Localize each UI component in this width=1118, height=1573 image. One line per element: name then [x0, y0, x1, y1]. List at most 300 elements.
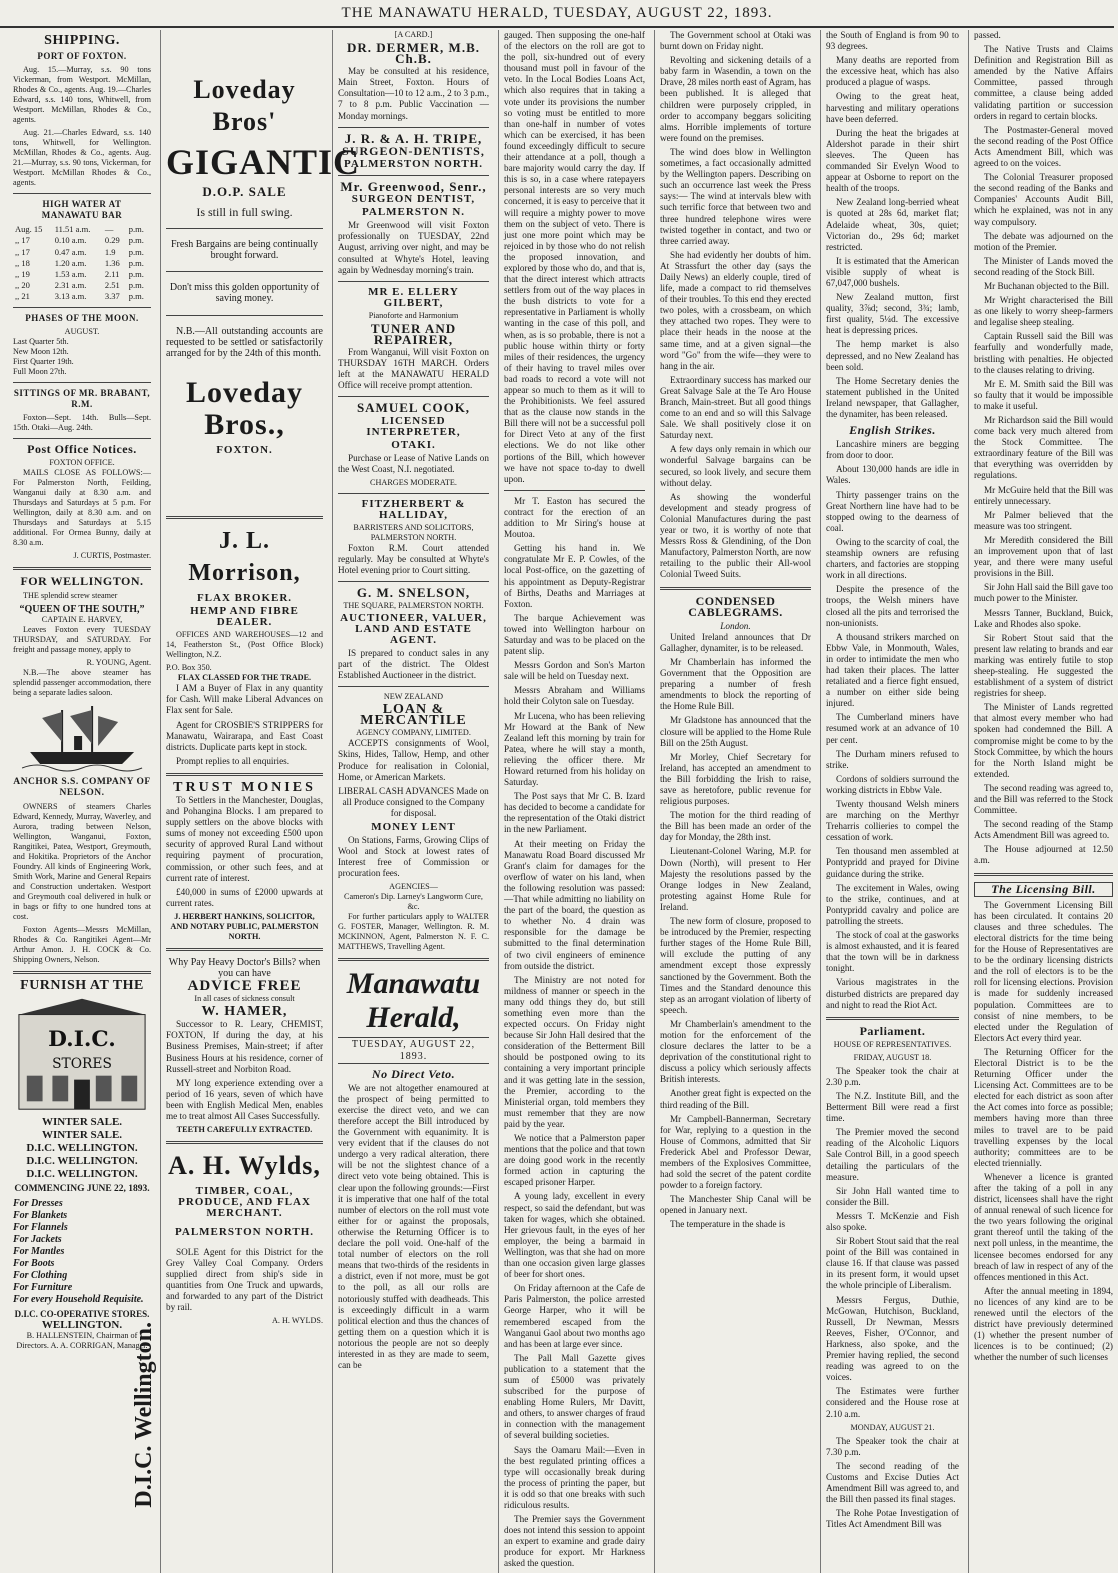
dic-commencing: COMMENCING JUNE 22, 1893.: [14, 1183, 150, 1194]
parliament-item: The debate was adjourned on the motion of the Premier.: [974, 230, 1113, 252]
agencies-heading: AGENCIES—: [389, 882, 438, 892]
tide-cell: 11.51 a.m.: [54, 224, 91, 235]
parliament-item: The Speaker took the chair at 2.30 p.m.: [826, 1065, 959, 1087]
dic-items: [13, 1198, 151, 1306]
post-office-sub: FOXTON OFFICE.: [49, 458, 115, 468]
local-item: The Ministry are not noted for mildness of manner or speech in the many odd things they do, but still something even more than the expected occurs. On Friday night because Sir John Hall desired that the consideration of the Betterment Bill should be postponed owing to its containing a very important principle and it was getting late in the session, the Premier, according to the Ministerial organ, told members they must remember that they are now paid by the year.: [504, 974, 645, 1129]
dic-stores-building-icon: [13, 994, 151, 1114]
parliament-item: Sir John Hall said the Bill gave too much power to the Minister.: [974, 582, 1113, 604]
loan-cash: LIBERAL CASH ADVANCES Made on all Produce consigned to the Company for disposal.: [338, 785, 489, 818]
wylds-place: PALMERSTON NORTH.: [174, 1226, 315, 1239]
parliament-item: Mr McGuire held that the Bill was entirely unnecessary.: [974, 484, 1113, 506]
divider: [166, 773, 323, 776]
hamer-name: W. HAMER,: [201, 1004, 288, 1020]
sittings-heading: SITTINGS OF MR. BRABANT, R.M.: [13, 388, 151, 410]
dic-item: For Boots: [13, 1257, 55, 1269]
wellington-heading: FOR WELLINGTON.: [20, 574, 144, 589]
moon-phases: [13, 337, 151, 377]
shipping-heading: SHIPPING.: [44, 33, 120, 48]
money-lent: MONEY LENT: [371, 820, 456, 833]
hamer-cases: In all cases of sickness consult: [194, 994, 295, 1004]
morrison-reply: Prompt replies to all enquiries.: [176, 755, 290, 766]
tide-cell: 2.51: [104, 279, 120, 290]
cablegrams-city: London.: [720, 620, 751, 631]
news-item: As showing the wonderful development and steady progress of Colonial Manufactures during the past year or two, it is worthy of note that Messrs Ross & Glendining, of the Don Manufactory, Palmerston North, are now retailing to the public their All-wool Colonial Tweed Suits.: [660, 491, 811, 580]
divider: [826, 1017, 959, 1020]
masthead: THE MANAWATU HERALD, TUESDAY, AUGUST 22, 1893.: [0, 0, 1114, 28]
divider: [166, 1141, 323, 1144]
morrison-name: J. L. Morrison,: [188, 527, 301, 586]
dic-name: D.I.C. CO-OPERATIVE STORES.: [14, 1308, 150, 1319]
licensing-item: The Government Licensing Bill has been circulated. It contains 20 clauses and three schedules. The electoral districts for the time being for the House of Representatives are to be the ordinary licensing districts and the roll of electors is to be the roll for licensing elections. Provision is made for suddenly increased population. Committees are to consist of nine members, to be elected under the Regulation of Electors Act every third year.: [974, 899, 1113, 1043]
tide-row: [13, 280, 151, 291]
tide-cell: 1.9: [104, 246, 116, 257]
loveday-sale: D.O.P. SALE: [202, 184, 287, 199]
parliament-item: The Native Trusts and Claims Definition and Registration Bill as amended by the Native Affairs Committee, passed through committee, a clause being added validating partition or succession orders in regard to certain blocks.: [974, 44, 1113, 121]
dic-sale-line: D.I.C. WELLINGTON.: [26, 1167, 138, 1180]
queen-name: “QUEEN OF THE SOUTH,”: [19, 603, 145, 615]
parliament-item: Messrs Tanner, Buckland, Buick, Lake and Rhodes also spoke.: [974, 607, 1113, 629]
tripe-sub: SURGEON-DENTISTS,: [342, 143, 485, 158]
gilbert-body: From Wanganui, Will visit Foxton on THURSDAY 16TH MARCH. Orders left at the MANAWATU HERALD Office will receive prompt attention.: [338, 347, 489, 391]
parliament-item: Messrs Fergus, Duthie, McGowan, Hutchison, Buckland, Russell, Dr Newman, Messrs Reeves, Fisher, O'Connor, and Harkness, also spoke, and the Premier having replied, the second reading was agreed to on the voices.: [826, 1294, 959, 1383]
dic-sign: B. HALLENSTEIN, Chairman of Directors. A. A. CORRIGAN, Manager.: [16, 1331, 148, 1351]
cable-item: During the heat the brigades at Aldershot parade in their shirt sleeves. The Queen has commanded Sir Evelyn Wood to appear at Osborne to report on the health of the troops.: [826, 127, 959, 194]
licensing-item: The Returning Officer for the Electoral District is to be the Returning Officer under the Licensing Act. Committees are to be elected for each district as soon after the Act comes into force as possible; members having more than three miles to travel are to be paid travelling expenses by the local authority; committees are to be elected triennially.: [974, 1046, 1113, 1168]
parliament-item: Sir Robert Stout said that the real point of the Bill was contained in clause 16. If that clause was passed in its present form, it would upset the whole principle of Liberalism.: [826, 1236, 959, 1291]
greenwood-place: PALMERSTON N.: [361, 206, 466, 219]
divider: [166, 315, 323, 316]
loan-sub: AGENCY COMPANY, LIMITED.: [356, 728, 471, 738]
tide-row: [13, 235, 151, 246]
loveday-bargains: Fresh Bargains are being continually brought forward.: [170, 239, 318, 262]
tide-cell: p.m.: [128, 279, 144, 290]
parliament-item: The Postmaster-General moved the second reading of the Post Office Acts Amendment Bill, which was agreed to on the voices.: [974, 124, 1113, 169]
tide-row: [13, 258, 151, 269]
hamer-experience: MY long experience extending over a period of 16 years, seven of which have been with English Medical Men, enables me to treat almost All Cases Successfully.: [166, 1077, 323, 1122]
postmaster-sign: J. CURTIS, Postmaster.: [73, 551, 151, 561]
strike-item: Twenty thousand Welsh miners are marching on the Merthyr Treharris collieries to compel the cessation of work.: [826, 799, 959, 843]
tide-cell: —: [104, 224, 114, 235]
strike-item: Ten thousand men assembled at Pontypridd and prayed for Divine guidance during the strike.: [826, 846, 959, 879]
parliament-item: The Rohe Potae Investigation of Titles Act Amendment Bill was: [826, 1508, 959, 1530]
editorial-continued: gauged. Then supposing the one-half of the electors on the roll are got to the poll, six-hundred out of every thousand must poll in favour of the veto. In the Local Bodies Loans Act, which also requires that in taking a vote under its provisions the number so voting must be entitled to more than one-half in number of votes which can be exercised, it has been found exceedingly difficult to secure their attendance at a poll, though a bare majority would carry the day. If this is so, in a case where ratepayers personal interests are so very much concerned, it is easy to perceive that it will require a mighty power to move them on the subject of veto. There is just one more point which may be rejoiced in by those who do not relish the proposed innovation, and explored by those who do, and that is, that the direct interest which attracts settlers from out of the way places in the bush districts to vote for a representative in Parliament is wholly wanting in the case of this poll, and when, as is so probable, there is not a public house within thirty or forty miles of their residences, the urgency of their having to travel miles over bad roads to record a vote will not appear so much to them as it will to the Prohibitionists. We feel assured that as the clause now stands in the Bill there will not be a successful poll for Direct Veto at any of the first elections. We do not like other portions of the Bill, which however we have not space to-day to dwell upon.: [504, 30, 645, 484]
dic-sale-line: D.I.C. WELLINGTON.: [26, 1141, 138, 1154]
divider: [166, 948, 323, 951]
licensing-item: After the annual meeting in 1894, no licences of any kind are to be renewed until the electors of the district have previously determined (1) whether the present number of licences is to be continued; (2) whether the number of such licenses: [974, 1285, 1113, 1363]
cable-item: Mr Campbell-Bannerman, Secretary for War, replying to a question in the House of Commons, admitted that Sir Frederick Abel and Professor Dewar, members of the Explosives Committee, had sold the secret of the patent cordite powder to a foreign factory.: [660, 1113, 811, 1191]
dic-item: For Furniture: [13, 1281, 73, 1293]
parliament-item: The second reading of the Customs and Excise Duties Act Amendment Bill was agreed to, and the Bill then passed its final stages.: [826, 1460, 959, 1505]
greenwood-body: Mr Greenwood will visit Foxton professionally on TUESDAY, 22nd August, arriving over night, and may be consulted at Whyte's Hotel, leaving again by Wednesday morning's train.: [338, 220, 489, 275]
nz-label: NEW ZEALAND: [383, 692, 444, 702]
morrison-address: OFFICES AND WAREHOUSES—12 and 14, Featherston St., (Post Office Block) Wellington, N.Z.: [166, 630, 323, 660]
divider: [338, 175, 489, 176]
cook-body: Purchase or Lease of Native Lands on the West Coast, N.I. negotiated.: [338, 452, 489, 474]
strike-item: Various magistrates in the disturbed districts are prepared day and night to read the Riot Act.: [826, 977, 959, 1010]
tripe-place: PALMERSTON NORTH.: [343, 157, 484, 170]
divider: [13, 567, 151, 570]
tripe-name: J. R. & A. H. TRIPE,: [344, 130, 483, 146]
moon-month: AUGUST.: [64, 327, 100, 337]
fitz-name: FITZHERBERT & HALLIDAY,: [361, 498, 466, 522]
divider: [338, 281, 489, 282]
news-item: Extraordinary success has marked our Great Salvage Sale at the Te Aro House Branch, Main-street. But all good things come to an end and so will this Salvage Sale. We shall positively close it on Saturday next.: [660, 374, 811, 441]
parliament-item: Mr E. M. Smith said the Bill was so faulty that it would be impossible to make it useful.: [974, 378, 1113, 411]
divider: [338, 958, 489, 961]
divider: [13, 382, 151, 383]
parliament-item: The Speaker took the chair at 7.30 p.m.: [826, 1435, 959, 1457]
moon-phase: Last Quarter 5th.: [13, 337, 69, 347]
strikes-heading: English Strikes.: [849, 423, 936, 438]
cable-item: Mr Morley, Chief Secretary for Ireland, has accepted an amendment to the Bill forbidding the Irish to raise, save as heretofore, public revenue for religious purposes.: [660, 751, 811, 807]
steamship-icon: [20, 702, 144, 772]
morrison-sub2: HEMP AND FIBRE DEALER.: [190, 605, 299, 629]
tide-row: [13, 269, 151, 280]
dic-sale-line: WINTER SALE.: [41, 1128, 123, 1141]
column-1: [8, 30, 156, 1573]
parliament-item: The Colonial Treasurer proposed the second reading of the Banks and Companies' Accounts Audit Bill, which he explained, was not in any way compulsory.: [974, 172, 1113, 227]
cable-item: The motion for the third reading of the Bill has been made an order of the day for Monday, the 28th inst.: [660, 810, 811, 843]
editorial-heading: No Direct Veto.: [371, 1066, 456, 1081]
divider: [338, 127, 489, 128]
cook-place: OTAKI.: [391, 438, 436, 451]
columns: [8, 30, 1113, 1569]
parliament-item: Mr Wright characterised the Bill as one likely to worry sheep-farmers and legalise sheep stealing.: [974, 295, 1113, 328]
divider: [13, 193, 151, 194]
parliament-item: The Minister of Lands moved the second reading of the Stock Bill.: [974, 255, 1113, 277]
tide-cell: 2.31 a.m.: [54, 279, 87, 290]
cable-item: Another great fight is expected on the third reading of the Bill.: [660, 1088, 811, 1110]
local-item: The Premier says the Government does not intend this session to appoint an expert to examine and grade dairy produce for export. Mr Harkness asked the question.: [504, 1514, 645, 1569]
divider: [166, 271, 323, 272]
tide-cell: 0.29: [104, 235, 120, 246]
friday-heading: FRIDAY, AUGUST 18.: [853, 1052, 932, 1062]
cable-item: New Zealand mutton, first quality, 3⅞d; second, 3¾; lamb, first quality, 5¼d. The excessive heat is depressing prices.: [826, 292, 959, 336]
loveday-name: Loveday Bros': [193, 75, 296, 136]
news-item: She had evidently her doubts of him. At Strassfurt the other day (says the Daily News) an elderly couple, tired of life, made a compact to rid themselves of their troubles. To this end they erected two poles, with a crossbeam, on which they attached two ropes. They were to place their heads in the noose at the same time, and at a given signal—the word "Go" from the wife—they were to hang in the air.: [660, 249, 811, 371]
dic-sale-lines: [13, 1116, 151, 1181]
local-item: The barque Achievement was towed into Wellington harbour on Saturday and was to be placed on the patent slip.: [504, 612, 645, 657]
strike-item: A thousand strikers marched on Ebbw Vale, in Monmouth, Wales, in order to intimidate the men who had taken their places. The latter retaliated and a fierce fight ensued, a number on either side being injured.: [826, 631, 959, 709]
post-office-heading: Post Office Notices.: [27, 442, 137, 457]
tide-cell: 1.20 a.m.: [54, 257, 87, 268]
tide-cell: ,, 21: [15, 290, 30, 301]
tide-cell: 0.47 a.m.: [54, 246, 87, 257]
parliament-item: The House adjourned at 12.50 a.m.: [974, 844, 1113, 866]
house-heading: HOUSE OF REPRESENTATIVES.: [833, 1039, 952, 1049]
dic-item: For Dresses: [13, 1197, 63, 1209]
snelson-name: G. M. SNELSON,: [356, 585, 471, 601]
tide-cell: ,, 19: [15, 268, 30, 279]
cable-item: Owing to the great heat, harvesting and military operations have been deferred.: [826, 91, 959, 124]
cable-item: United Ireland announces that Dr Gallagher, dynamiter, is to be released.: [660, 631, 811, 653]
wylds-sub: TIMBER, COAL, PRODUCE, AND FLAX MERCHANT.: [178, 1185, 311, 1220]
divider: [504, 490, 645, 491]
local-item: Mr T. Easton has secured the contract for the erection of an addition to Mr Siring's house at Moutoa.: [504, 495, 645, 540]
cable-item: New Zealand long-berried wheat is quoted at 28s 6d, market flat; Adelaide wheat, 30s, quiet; Victorian do., 29s 6d; market restricted.: [826, 197, 959, 252]
morrison-sub: FLAX BROKER.: [196, 591, 293, 604]
tide-cell: 1.36: [104, 257, 120, 268]
loveday-place: FOXTON.: [216, 443, 273, 456]
loan-heading: LOAN & MERCANTILE: [360, 702, 467, 729]
parliament-item: Mr Richardson said the Bill would come back very much altered from the Stock Committee. The extraordinary feature of the Bill was that everything was overridden by regulations.: [974, 415, 1113, 481]
strike-item: The Durham miners refused to strike.: [826, 748, 959, 770]
cook-name: SAMUEL COOK,: [356, 400, 471, 416]
fitz-body: Foxton R.M. Court attended regularly. May be consulted at Whyte's Hotel evening prior to Court sitting.: [338, 543, 489, 576]
svg-text:D.I.C.: D.I.C.: [48, 1026, 116, 1052]
trust-heading: TRUST MONIES: [173, 779, 316, 795]
cable-item: Mr Gladstone has announced that the closure will be applied to the Home Rule Bill on the 25th August.: [660, 715, 811, 748]
queen-note: N.B.—The above steamer has splendid passenger accommodation, there being a separate ladies saloon.: [13, 667, 151, 697]
anchor-agents: Foxton Agents—Messrs McMillan, Rhodes & Co. Rangitikei Agent—Mr Arthur Amon. J. H. COCK & Co. Shipping Owners, Nelson.: [13, 924, 151, 964]
dic-item: For Jackets: [13, 1233, 62, 1245]
cable-item: The temperature in the shade is: [670, 1219, 786, 1230]
dic-item: For Flannels: [13, 1221, 68, 1233]
svg-text:STORES: STORES: [52, 1055, 112, 1072]
parliament-item: Mr Buchanan objected to the Bill.: [984, 280, 1110, 291]
cable-item: Many deaths are reported from the excessive heat, which has also produced a plague of wasps.: [826, 55, 959, 88]
morrison-body: I AM a Buyer of Flax in any quantity for Cash. Will make Liberal Advances on Flax sent for Sale.: [166, 683, 323, 716]
furnish-heading: FURNISH AT THE: [20, 977, 144, 993]
loveday-bros: Loveday Bros.,: [185, 375, 303, 441]
local-item: Mr Lucena, who has been relieving Mr Howard at the Bank of New Zealand left this morning by train for Patea, where he will stay a month, relieving the officer there. Mr Howard returned from his holiday on Saturday.: [504, 710, 645, 788]
dic-sale-line: WINTER SALE.: [41, 1115, 123, 1128]
tide-table: [13, 224, 151, 302]
loveday-gigantic: GIGANTIC: [166, 142, 361, 182]
local-item: At their meeting on Friday the Manawatu Road Board discussed Mr Grant's claim for damages for the overflow of water on his land, when the following resolution was passed:—That while admitting no liability on the part of the board, the question as to whether No. 4 drain was responsible for the damage be submitted to the final determination of two civil engineers of eminence from outside the district.: [504, 838, 645, 971]
fitz-sub: BARRISTERS AND SOLICITORS, PALMERSTON NORTH.: [353, 523, 474, 543]
cable-item: The hemp market is also depressed, and no New Zealand has been sold.: [826, 339, 959, 372]
column-2: [160, 30, 361, 1573]
strike-item: Lancashire miners are begging from door to door.: [826, 439, 959, 461]
agencies-body: Cameron's Dip. Larney's Langworm Cure, &c.: [344, 892, 483, 912]
snelson-big: AUCTIONEER, VALUER, LAND AND ESTATE AGENT.: [340, 611, 487, 646]
parliament-item: Mr Meredith considered the Bill an improvement upon that of last year, and there were many useful provisions in the Bill.: [974, 534, 1113, 579]
monday-heading: MONDAY, AUGUST 21.: [850, 1422, 935, 1432]
parliament-heading: Parliament.: [859, 1023, 926, 1038]
tide-cell: ,, 17: [15, 246, 30, 257]
divider: [13, 307, 151, 308]
loan-particulars: For further particulars apply to WALTER G. FOSTER, Manager, Wellington. R. M. MCKINNON, Agent, Palmerston N. F. C. MATTHEWS, Travelling Agent.: [338, 912, 489, 952]
cable-item: The Manchester Ship Canal will be opened in January next.: [660, 1194, 811, 1216]
trust-sum: £40,000 in sums of £2000 upwards at current rates.: [166, 886, 323, 908]
divider: [338, 493, 489, 494]
hamer-teeth: TEETH CAREFULLY EXTRACTED.: [176, 1125, 313, 1135]
moon-phase: New Moon 12th.: [13, 347, 69, 357]
tide-cell: p.m.: [128, 257, 144, 268]
local-item: Messrs Abraham and Williams hold their Colyton sale on Tuesday.: [504, 685, 645, 707]
strike-item: Cordons of soldiers surround the working districts in Ebbw Vale.: [826, 773, 959, 795]
tide-cell: 2.11: [104, 268, 120, 279]
anchor-heading: ANCHOR S.S. COMPANY OF NELSON.: [13, 776, 151, 798]
moon-phase: First Quarter 19th.: [13, 357, 74, 367]
snelson-body: IS prepared to conduct sales in any part of the district. The Oldest Established Auctioneer in the district.: [338, 647, 489, 681]
moon-phase: Full Moon 27th.: [13, 367, 67, 377]
money-body: On Stations, Farms, Growing Clips of Wool and Stock at lowest rates of Interest free of Commission or procuration fees.: [338, 835, 489, 879]
tide-cell: ,, 17: [15, 235, 30, 246]
news-item: Revolting and sickening details of a baby farm in Wasendin, a town on the Drave, 28 miles north east of Agram, has been published. It is alleged that children were purposely crippled, in order to accompany beggars soliciting alms. Horrible implements of torture were found on the premises.: [660, 55, 811, 143]
snelson-sub: THE SQUARE, PALMERSTON NORTH.: [343, 600, 484, 610]
column-5: [654, 30, 816, 1573]
tide-cell: p.m.: [128, 224, 144, 235]
divider: [13, 971, 151, 974]
local-item: On Friday afternoon at the Cafe de Paris Palmerston, the police arrested George Harper, who it will be remembered escaped from the Wanganui Gaol about two months ago and has been at large ever since.: [504, 1283, 645, 1349]
news-item: The wind does blow in Wellington sometimes, a fact occasionally admitted by the Wellington papers. Describing on such an occurrence last week the Press says:— The wind at intervals blew with such terrific force that between two and three hundred telephone wires were twisted together in contact, and two or three carried away.: [660, 146, 811, 246]
wylds-body: SOLE Agent for this District for the Grey Valley Coal Company. Orders supplied direct from ship's side in quantities from One Truck and upwards, and forwarded to any part of the District by rail.: [166, 1246, 323, 1312]
column-3: [332, 30, 494, 1573]
dermer-body: May be consulted at his residence, Main Street, Foxton. Hours of Consultation—10 to 12 a.m., 2 to 3 p.m., 7 to 8 p.m. Public Vaccination — Monday mornings.: [338, 66, 489, 121]
hamer-question: Why Pay Heavy Doctor's Bills? when you can have: [168, 956, 321, 979]
strike-item: The stock of coal at the gasworks is almost exhausted, and it is feared that the town will be in darkness tonight.: [826, 930, 959, 974]
tide-row: [13, 247, 151, 258]
hamer-body: Successor to R. Leary, CHEMIST, FOXTON, If during the day, at his Business Premises, Main-street; if after Business Hours at his residence, corner of Russell-street and Norbiton Road.: [166, 1019, 323, 1074]
strike-item: Owing to the scarcity of coal, the steamship owners are refusing charters, and factories are stopping work in all directions.: [826, 536, 959, 581]
wylds-sign: A. H. WYLDS.: [271, 1316, 323, 1326]
morrison-classed: FLAX CLASSED FOR THE TRADE.: [177, 673, 312, 683]
gilbert-name: MR E. ELLERY GILBERT,: [368, 285, 459, 309]
cable-item: Mr Chamberlain's amendment to the motion for the enforcement of the closure declares the latter to be a deprivation of the constitutional right to discuss a policy which seriously affects British interests.: [660, 1018, 811, 1085]
loveday-miss: Don't miss this golden opportunity of saving money.: [169, 282, 320, 305]
tide-cell: p.m.: [128, 290, 144, 301]
parliament-item: The second reading was agreed to, and the Bill was referred to the Stock Committee.: [974, 782, 1113, 816]
trust-body: To Settlers in the Manchester, Douglas, and Pohangina Blocks. I am prepared to supply settlers on the above blocks with sums of money not exceeding £500 upon security of approved Rural Land without requiring payment of procuration, commission, or other such fees, and at current rate of interest.: [166, 794, 323, 883]
licensing-heading: The Licensing Bill.: [974, 882, 1113, 897]
editorial-body: We are not altogether enamoured at the prospect of being permitted to exercise the direct veto, and we can therefore accept the Bill introduced by the Government with equanimity. It is very evident that if the clauses do not undergo a very radical alteration, there will be not the slightest chance of a direct veto vote being obtained. This is clear upon the following grounds:—First it is imperative that one half of the total number of electors on the roll must vote either for or against the proposals, otherwise the Returning Officer is to declare the poll void. One-half of the total number of electors on the roll means that two-thirds of the residents in a district, even if not more, must be got to the poll, as all our rolls are notoriously stuffed with deadheads. This is exceedingly difficult in a warm political election and thus the chances of getting them on a question which it is notorious the people are not so deeply interested in as they are made to seem, can be: [338, 1082, 489, 1371]
parliament-item: Captain Russell said the Bill was fearfully and wonderfully made, bristling with penalties. He objected to the clauses relating to driving.: [974, 331, 1113, 375]
tide-cell: Aug. 15: [15, 224, 43, 235]
cook-sub: LICENSED INTERPRETER,: [366, 414, 461, 438]
local-item: The Post says that Mr C. B. Izard has decided to become a candidate for the representation of the Otaki district in the new Parliament.: [504, 791, 645, 835]
loveday-swing: Is still in full swing.: [196, 205, 293, 220]
morrison-box: P.O. Box 350.: [166, 663, 212, 673]
parliament-item: Messrs T. McKenzie and Fish also spoke.: [826, 1210, 959, 1232]
dic-item: For Blankets: [13, 1209, 68, 1221]
tide-row: [13, 291, 151, 302]
dermer-name: DR. DERMER, M.B. Ch.B.: [347, 40, 480, 67]
divider: [13, 438, 151, 439]
divider: [166, 516, 323, 519]
tide-heading: HIGH WATER AT MANAWATU BAR: [41, 199, 123, 221]
parliament-item: passed.: [974, 30, 1001, 40]
parliament-item: Sir John Hall wanted time to consider the Bill.: [826, 1185, 959, 1207]
wylds-name: A. H. Wylds,: [168, 1151, 321, 1181]
tide-cell: 3.37: [104, 290, 120, 301]
anchor-text: OWNERS of steamers Charles Edward, Kennedy, Murray, Waverley, and Aurora, trading between Nelson, Wellington, Wanganui, Foxton, Rangitikei, Patea, Westport, Greymouth, and Hokitika. Proprietors of the Anchor Foundry. All kinds of Engineering Work, Smith Work, Marine and General Repairs and Construction undertaken. Westport and Greymouth coal delivered in hulk or in bags or fifty to one hundred tons at cost.: [13, 801, 151, 921]
card-label: [A CARD.]: [394, 30, 433, 39]
post-office-text: MAILS CLOSE AS FOLLOWS:—For Palmerston North, Feilding, Wanganui daily at 8.30 a.m. and Thursdays and Saturdays at 5 p.m. For Wellington, daily at 8.30 a.m. and on Thursdays and Saturdays at 5.15 additional. For Ormea Bunny, daily at 8.30 a.m.: [13, 468, 151, 548]
herald-date: TUESDAY, AUGUST 22, 1893.: [338, 1037, 489, 1063]
hamer-advice: ADVICE FREE: [187, 978, 302, 995]
queen-intro: THE splendid screw steamer: [23, 590, 118, 600]
divider: [338, 581, 489, 582]
moon-heading: PHASES OF THE MOON.: [25, 313, 139, 324]
local-item: Getting his hand in. We congratulate Mr E. P. Cowles, of the local Post-office, on the gazetting of his appointment as Deputy-Registrar of Births, Deaths and Marriages at Foxton.: [504, 543, 645, 609]
shipping-sailed: Aug. 21.—Charles Edward, s.s. 140 tons, Whitwell, for Wellington. McMillan, Rhodes & Co., agents. Aug. 21.—Murray, s.s. 90 tons, Vickerman, for Westport. McMillan Rhodes & Co., agents.: [13, 128, 151, 188]
divider: [660, 587, 811, 590]
dic-vertical-label: D.I.C. Wellington.: [130, 1322, 157, 1508]
gilbert-sub: Pianoforte and Harmonium: [368, 310, 459, 320]
dic-item: For Clothing: [13, 1269, 68, 1281]
divider: [166, 228, 323, 229]
gilbert-big: TUNER AND REPAIRER,: [370, 320, 457, 347]
tide-cell: ,, 18: [15, 257, 30, 268]
tide-cell: 1.53 a.m.: [54, 268, 87, 279]
parliament-item: Mr Palmer believed that the measure was too stringent.: [974, 509, 1113, 531]
divider: [338, 396, 489, 397]
licensing-item: Whenever a licence is granted after the taking of a poll in any district, licensees shall have the right of annual renewal of such licence for the two years following the original grant thereof until the taking of the next poll unless, in the meantime, the licensee becomes endorsed for any breach of law in respect of any of the offences mentioned in this Act.: [974, 1171, 1113, 1282]
cable-item: Lieutenant-Colonel Waring, M.P. for Down (North), will present to Her Majesty the resolutions passed by the Orange lodges in New Zealand, protesting against Home Rule for Ireland.: [660, 846, 811, 912]
cable-item: the South of England is from 90 to 93 degrees.: [826, 30, 959, 52]
shipping-arrived: Aug. 15.—Murray, s.s. 90 tons Vickerman, from Westport. McMillan, Rhodes & Co., agents. Aug. 19.—Charles Edward, s.s. 140 tons, Whitwell, from Westport. McMillan, Rhodes & Co., agents.: [13, 65, 151, 125]
parliament-item: The Estimates were further considered and the House rose at 2.10 a.m.: [826, 1386, 959, 1419]
news-item: The Government school at Otaki was burnt down on Friday night.: [660, 30, 811, 52]
morrison-agent: Agent for CROSBIE'S STRIPPERS for Manawatu, Wairarapa, and East Coast districts. Duplicate parts kept in stock.: [166, 719, 323, 752]
local-item: Says the Oamaru Mail:—Even in the best regulated printing offices a type will occasionally break during the process of printing the paper, but it is odd so that one breaks with such ridiculous results.: [504, 1444, 645, 1510]
divider: [974, 873, 1113, 876]
hankins: J. HERBERT HANKINS, SOLICITOR, AND NOTARY PUBLIC, PALMERSTON NORTH.: [170, 911, 319, 941]
column-7: [968, 30, 1118, 1573]
strike-item: The Cumberland miners have resumed work at an advance of 10 per cent.: [826, 712, 959, 745]
cook-charges: CHARGES MODERATE.: [370, 478, 457, 487]
queen-captain: CAPTAIN E. HARVEY,: [41, 614, 123, 624]
column-6: [820, 30, 964, 1573]
tide-cell: ,, 20: [15, 279, 30, 290]
local-item: We notice that a Palmerston paper mentions that the police and that town are doing good work in the recently formed action in capturing the escaped prisoner Harper.: [504, 1133, 645, 1188]
strike-item: Despite the presence of the troops, the Welsh miners have closed all the pits and terrorised the non-unionists.: [826, 584, 959, 628]
dic-city: WELLINGTON.: [41, 1319, 123, 1332]
local-item: Messrs Gordon and Son's Marton sale will be held on Tuesday next.: [504, 660, 645, 682]
tide-cell: 3.13 a.m.: [54, 290, 87, 301]
tide-cell: 0.10 a.m.: [54, 235, 87, 246]
dic-item: For every Household Requisite.: [13, 1293, 144, 1305]
queen-agent: R. YOUNG, Agent.: [86, 657, 151, 667]
greenwood-name: Mr. Greenwood, Senr.,: [340, 178, 487, 194]
column-4: [498, 30, 650, 1573]
port-heading: PORT OF FOXTON.: [37, 51, 127, 62]
strike-item: The excitement in Wales, owing to the strike, continues, and at Pontypridd cavalry and police are patrolling the streets.: [826, 882, 959, 926]
greenwood-sub: SURGEON DENTIST,: [351, 193, 476, 206]
news-item: A few days only remain in which our wonderful Salvage bargains can be secured, so look lively, and secure them without delay.: [660, 444, 811, 488]
loan-body: ACCEPTS consignments of Wool, Skins, Hides, Tallow, Hemp, and other Produce for realisation in Colonial, Home, or American Markets.: [338, 738, 489, 782]
parliament-item: The N.Z. Institute Bill, and the Betterment Bill were read a first time.: [826, 1090, 959, 1124]
cable-item: The new form of closure, proposed to be introduced by the Premier, respecting further stages of the Home Rule Bill, will exclude the putting of any amendment except those expressly sanctioned by the Government. Both the Times and the Standard denounce this step as an arrogant violation of liberty of speech.: [660, 916, 811, 1015]
tide-cell: p.m.: [128, 246, 144, 257]
parliament-item: The second reading of the Stamp Acts Amendment Bill was agreed to.: [974, 819, 1113, 841]
divider: [338, 686, 489, 687]
queen-body: Leaves Foxton every TUESDAY THURSDAY, and SATURDAY. For freight and passage money, apply to: [13, 624, 151, 654]
dic-item: For Mantles: [13, 1245, 65, 1257]
tide-row: [13, 224, 151, 235]
cable-item: Mr Chamberlain has informed the Government that the Opposition are preparing a number of fresh amendments to block the reporting of the Home Rule Bill.: [660, 656, 811, 712]
tide-cell: p.m.: [128, 235, 144, 246]
parliament-item: The Premier moved the second reading of the Alcoholic Liquors Sale Control Bill, in a good speech detailing the particulars of the measure.: [826, 1127, 959, 1182]
local-item: The Pall Mall Gazette gives publication to a statement that the sum of £5000 was privately subscribed for the purpose of enabling Home Rulers, Mr Davitt, and others, to answer charges of fraud in connection with the management of several building societies.: [504, 1352, 645, 1441]
strike-item: About 130,000 hands are idle in Wales.: [826, 464, 959, 486]
sittings-text: Foxton—Sept. 14th. Bulls—Sept. 15th. Otaki—Aug. 24th.: [13, 413, 151, 433]
loveday-nb: N.B.—All outstanding accounts are requested to be settled or satisfactorily arranged for by the 24th of this month.: [166, 325, 323, 359]
parliament-item: The Minister of Lands regretted that almost every member who had spoken had condemned the Bill. A compromise might be come to by the Stock Committee, by which the hours for the North Island might be extended.: [974, 702, 1113, 779]
parliament-item: Sir Robert Stout said that the present law relating to brands and ear marking was entirely futile to stop sheep-stealing. He suggested the establishment of a system of district registries for sheep.: [974, 632, 1113, 699]
dic-sale-line: D.I.C. WELLINGTON.: [26, 1154, 138, 1167]
tide-cell: p.m.: [128, 268, 144, 279]
local-item: A young lady, excellent in every respect, so said the defendant, but was taken for wages, which she obtained. Her grievous fault, in the eyes of her employer, the being a barmaid in Wellington, was that she had on more than one occasion given large glasses of beer for short ones.: [504, 1191, 645, 1280]
strike-item: Thirty passenger trains on the Great Northern line have had to be stopped owing to the dearness of coal.: [826, 489, 959, 533]
cable-item: It is estimated that the American visible supply of wheat is 67,047,000 bushels.: [826, 255, 959, 288]
herald-title: Manawatu Herald,: [346, 967, 481, 1035]
cable-item: The Home Secretary denies the statement published in the United Ireland newspaper, that Gallagher, the dynamiter, has been released.: [826, 375, 959, 419]
cablegrams-heading: CONDENSED CABLEGRAMS.: [688, 593, 783, 619]
